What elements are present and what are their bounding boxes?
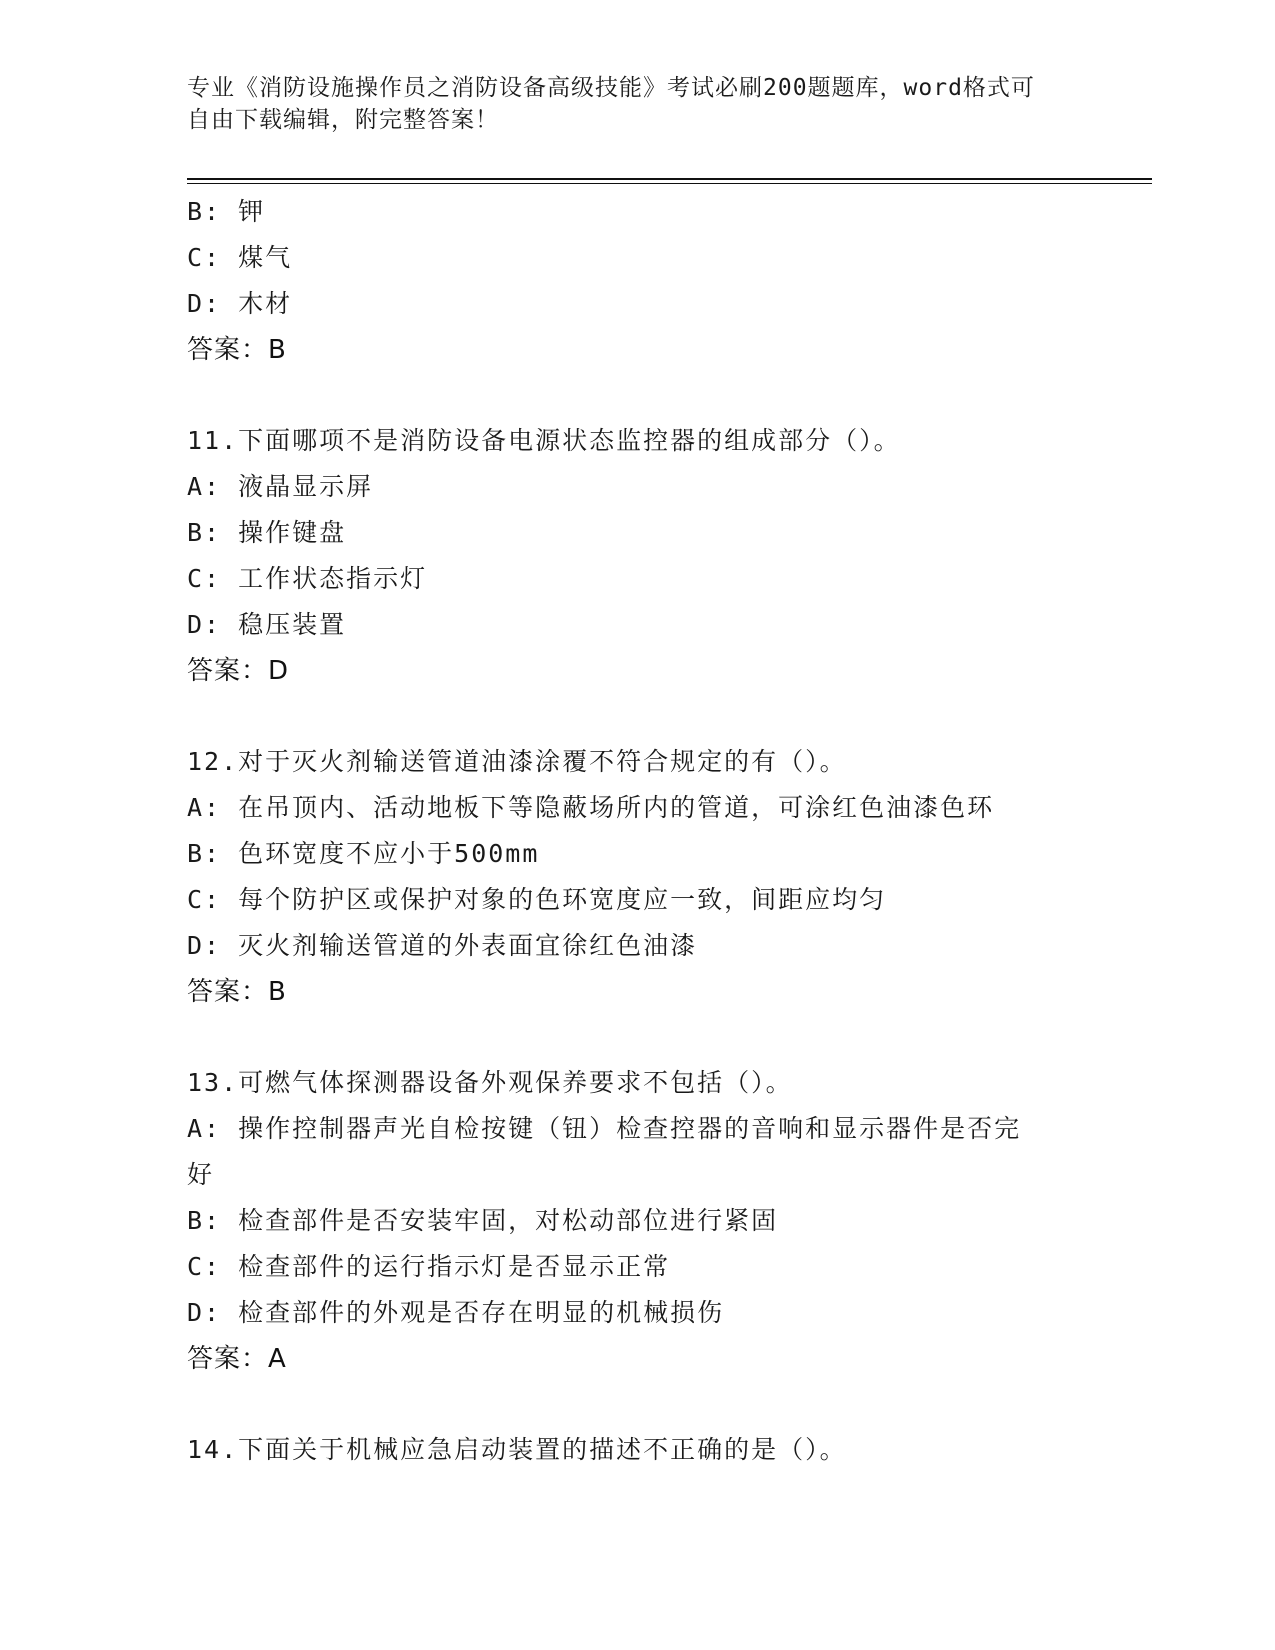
q11-option-a: A: 液晶显示屏 xyxy=(187,472,374,501)
spacer xyxy=(187,373,1147,418)
spacer xyxy=(187,694,1147,739)
q13-option-b: B: 检查部件是否安装牢固，对松动部位进行紧固 xyxy=(187,1206,779,1235)
q13-question: 13.可燃气体探测器设备外观保养要求不包括（）。 xyxy=(187,1068,793,1097)
q12-option-a: A: 在吊顶内、活动地板下等隐蔽场所内的管道，可涂红色油漆色环 xyxy=(187,793,995,822)
q13-option-a-line-1: A: 操作控制器声光自检按键（钮）检查控器的音响和显示器件是否完 xyxy=(187,1114,1022,1143)
q11-answer: 答案：D xyxy=(187,656,290,686)
q11-option-c: C: 工作状态指示灯 xyxy=(187,564,428,593)
q12-option-d: D: 灭火剂输送管道的外表面宜徐红色油漆 xyxy=(187,931,698,960)
question-10-block xyxy=(187,189,1147,373)
q10-option-b: B: 钾 xyxy=(187,197,266,226)
question-list xyxy=(187,189,1147,1473)
header-divider-thick xyxy=(187,178,1152,180)
page-header xyxy=(187,72,1087,136)
q12-answer: 答案：B xyxy=(187,977,287,1007)
q11-question: 11.下面哪项不是消防设备电源状态监控器的组成部分（）。 xyxy=(187,426,901,455)
spacer xyxy=(187,1382,1147,1427)
question-11-block xyxy=(187,418,1147,694)
q13-answer: 答案：A xyxy=(187,1344,287,1374)
q12-option-b: B: 色环宽度不应小于500mm xyxy=(187,839,540,868)
q13-option-d: D: 检查部件的外观是否存在明显的机械损伤 xyxy=(187,1298,725,1327)
q12-option-c: C: 每个防护区或保护对象的色环宽度应一致，间距应均匀 xyxy=(187,885,887,914)
spacer xyxy=(187,1015,1147,1060)
header-line-1: 专业《消防设施操作员之消防设备高级技能》考试必刷200题题库，word格式可 xyxy=(187,75,1035,101)
q10-option-c: C: 煤气 xyxy=(187,243,293,272)
q13-option-a-line-2: 好 xyxy=(187,1160,215,1189)
q11-option-b: B: 操作键盘 xyxy=(187,518,347,547)
question-14-block xyxy=(187,1427,1147,1473)
q12-question: 12.对于灭火剂输送管道油漆涂覆不符合规定的有（）。 xyxy=(187,747,847,776)
q11-option-d: D: 稳压装置 xyxy=(187,610,347,639)
header-line-2: 自由下载编辑，附完整答案！ xyxy=(187,107,499,133)
question-12-block xyxy=(187,739,1147,1015)
q13-option-c: C: 检查部件的运行指示灯是否显示正常 xyxy=(187,1252,671,1281)
q10-answer: 答案：B xyxy=(187,335,287,365)
q14-question: 14.下面关于机械应急启动装置的描述不正确的是（）。 xyxy=(187,1435,847,1464)
q10-option-d: D: 木材 xyxy=(187,289,293,318)
question-13-block xyxy=(187,1060,1147,1382)
header-divider-thin xyxy=(187,183,1152,184)
